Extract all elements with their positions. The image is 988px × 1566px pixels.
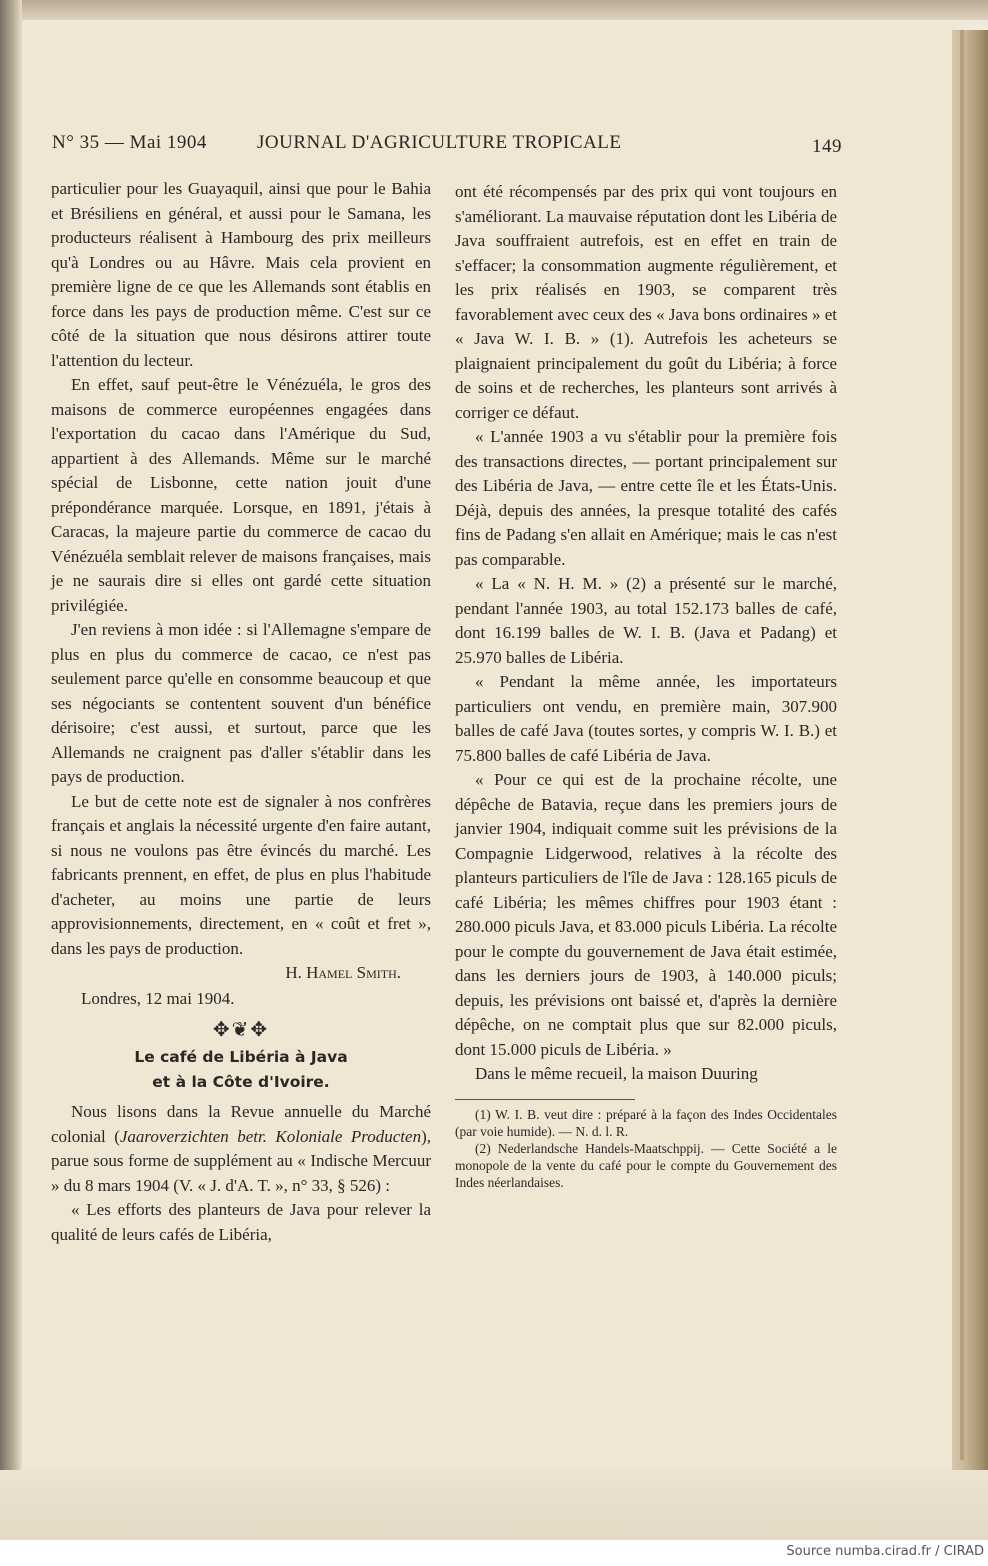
paragraph: En effet, sauf peut-être le Vénézuéla, le gros des maisons de commerce européennes engagées dans l'exportation du cacao dans l'Amérique du Sud, appartient à des Allemands. Même sur le marché spécial de Lisbonne, cette nation jouit d'une prépondérance marquée. Lorsque, en 1891, j'étais à Caracas, la majeure partie du commerce de cacao du Vénézuéla semblait relever de maisons françaises, mais je ne saurais dire si elles ont gardé cette situation privilégiée. — [51, 375, 431, 615]
footnote: (2) Nederlandsche Handels-Maatschppij. — Cette Société a le monopole de la vente du café pour le compte du Gouvernement des Indes néerlandaises. — [455, 1140, 837, 1190]
paragraph-text: Nous lisons dans la Revue annuelle du Marché colonial ( — [51, 1102, 431, 1146]
paragraph: J'en reviens à mon idée : si l'Allemagne s'empare de plus en plus du commerce de cacao, ce n'est pas seulement parce qu'elle en consomme beaucoup et que ses négociants se contentent souvent d'un bénéfice dérisoire; c'est aussi, et surtout, parce que les Allemands ne craignent pas d'aller s'établir dans les pays de production. — [51, 620, 431, 786]
book-page-edges — [952, 30, 988, 1470]
section-title — [51, 1045, 431, 1094]
section-title-line-2: et à la Côte d'Ivoire. — [152, 1072, 330, 1091]
source-credit: Source numba.cirad.fr / CIRAD — [786, 1544, 984, 1559]
paragraph: particulier pour les Guayaquil, ainsi que pour le Bahia et Brésiliens en général, et aussi pour le Samana, les producteurs réalisent à Hambourg des prix meilleurs qu'à Londres ou au Hâvre. Mais cela provient en première ligne de ce que les Allemands sont établis en force dans les pays de production même. C'est sur ce côté de la situation que nous désirons attirer toute l'attention du lecteur. — [51, 179, 431, 370]
scan-bottom-edge — [0, 1470, 988, 1540]
page-number: 149 — [812, 136, 842, 157]
footnote: (1) W. I. B. veut dire : préparé à la façon des Indes Occidentales (par voie humide). — N. d. l. R. — [455, 1106, 837, 1139]
section-title-line-1: Le café de Libéria à Java — [134, 1048, 348, 1066]
paragraph: ont été récompensés par des prix qui vont toujours en s'améliorant. La mauvaise réputation dont les Libéria de Java souffraient autrefois, est en effet en train de s'effacer; la consommation augmente régulièrement, et les prix réalisés en 1903, se comparent très favorablement avec ceux des « Java bons ordinaires » et « Java W. I. B. » (1). Autrefois les acheteurs se plaignaient principalement du goût du Libéria; à force de soins et de recherches, les planteurs sont arrivés à corriger ce défaut. — [455, 182, 837, 422]
book-page-edge-line — [960, 30, 964, 1460]
paragraph-text: ), parue sous forme de supplément au « Indische Mercuur » du 8 mars 1904 (V. « J. d'A. T. », n° 33, § 526) : — [51, 1126, 431, 1195]
paragraph: « La « N. H. M. » (2) a présenté sur le marché, pendant l'année 1903, au total 152.173 balles de café, dont 16.199 balles de W. I. B. (Java et Padang) et 25.970 balles de Libéria. — [455, 574, 837, 667]
footnote-divider — [455, 1099, 635, 1100]
right-column — [455, 180, 837, 1191]
journal-title: JOURNAL D'AGRICULTURE TROPICALE — [257, 132, 622, 153]
paragraph: Dans le même recueil, la maison Duuring — [475, 1064, 758, 1083]
scan-top-edge — [0, 0, 988, 20]
paragraph: « L'année 1903 a vu s'établir pour la première fois des transactions directes, — portant principalement sur des Libéria de Java, — entre cette île et les États-Unis. Déjà, depuis des années, la presque totalité des cafés fins de Padang s'en allait en Amérique; mais le cas n'est pas comparable. — [455, 427, 837, 569]
left-column — [51, 177, 431, 1247]
running-header — [52, 132, 842, 158]
author-signature — [51, 961, 431, 986]
paragraph: « Pendant la même année, les importateurs particuliers ont vendu, en première main, 307.900 balles de café Java (toutes sortes, y compris W. I. B.) et 75.800 balles de café Libéria de Java. — [455, 672, 837, 765]
author-name: H. Hamel Smith. — [285, 963, 401, 982]
paragraph — [51, 1100, 431, 1198]
scan-left-edge — [0, 0, 22, 1540]
place-date: Londres, 12 mai 1904. — [81, 988, 235, 1008]
paragraph: « Les efforts des planteurs de Java pour relever la qualité de leurs cafés de Libéria, — [51, 1200, 431, 1244]
paragraph: Le but de cette note est de signaler à nos confrères français et anglais la nécessité urgente d'en faire autant, si nous ne voulons pas être évincés du marché. Les fabricants prennent, en effet, de plus en plus l'habitude d'acheter, au moins une partie de leurs approvisionnements, directement, en « coût et fret », dans les pays de production. — [51, 791, 431, 958]
italic-title: Jaaroverzichten betr. Koloniale Producten — [119, 1126, 422, 1146]
issue-label: N° 35 — Mai 1904 — [52, 132, 207, 153]
paragraph: « Pour ce qui est de la prochaine récolte, une dépêche de Batavia, reçue dans les premiers jours de janvier 1904, indiquait comme suit les prévisions de la Compagnie Lidgerwood, relatives à la récolte des planteurs particuliers de l'île de Java : 128.165 piculs de café Libéria; les mêmes chiffres pour 1903 étant : 280.000 piculs Java, et 83.000 piculs Libéria. La récolte pour le compte du gouvernement de Java était estimée, dans les derniers jours de 1903, à 140.000 piculs; depuis, les prévisions ont baissé et, d'après la dernière dépêche, on ne comptait plus que sur 82.000 piculs, dont 15.000 piculs de Libéria. » — [455, 770, 837, 1059]
ornament-icon: ✥❦✥ — [212, 1019, 270, 1041]
